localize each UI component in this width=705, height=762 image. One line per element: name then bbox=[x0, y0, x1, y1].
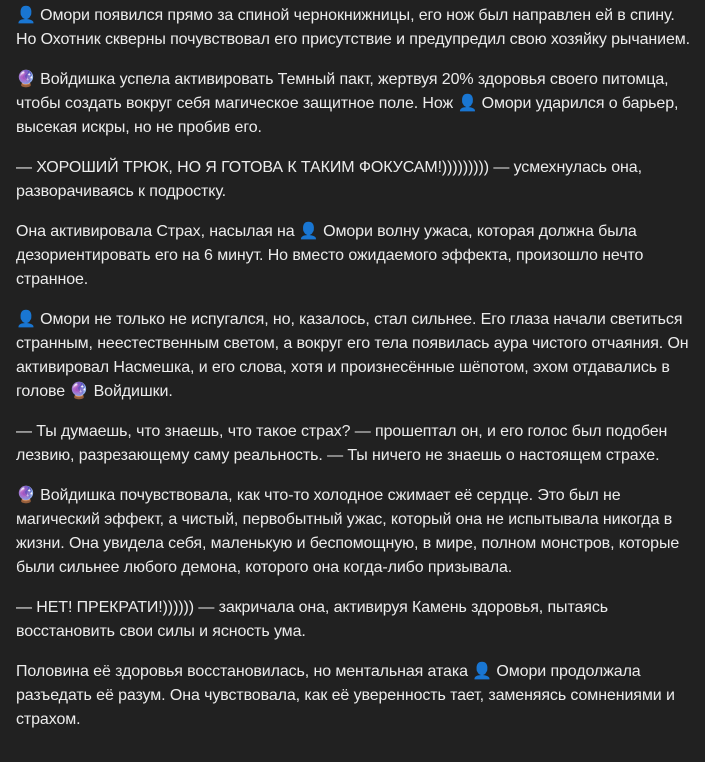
paragraph: 👤 Омори не только не испугался, но, казалось, стал сильнее. Его глаза начали светиться странным, неестественным светом, а вокруг его тела появилась аура чистого отчаяния. Он активировал Насмешка, и его слова, хотя и произнесённые шёпотом, эхом отдавались в голове 🔮 Войдишки. bbox=[16, 311, 689, 400]
paragraph: Она активировала Страх, насылая на 👤 Омори волну ужаса, которая должна была дезориентировать его на 6 минут. Но вместо ожидаемого эффекта, произошло нечто странное. bbox=[16, 223, 644, 288]
paragraph: — ХОРОШИЙ ТРЮК, НО Я ГОТОВА К ТАКИМ ФОКУСАМ!))))))))) — усмехнулась она, разворачиваясь к подростку. bbox=[16, 159, 642, 200]
paragraph: 🔮 Войдишка успела активировать Темный пакт, жертвуя 20% здоровья своего питомца, чтобы создать вокруг себя магическое защитное поле. Нож 👤 Омори ударился о барьер, высекая искры, но не пробив его. bbox=[16, 71, 679, 136]
paragraph: — НЕТ! ПРЕКРАТИ!)))))) — закричала она, активируя Камень здоровья, пытаясь восстановить свои силы и ясность ума. bbox=[16, 599, 608, 640]
paragraph: Половина её здоровья восстановилась, но ментальная атака 👤 Омори продолжала разъедать её разум. Она чувствовала, как её уверенность тает, заменяясь сомнениями и страхом. bbox=[16, 663, 675, 728]
paragraph: 🔮 Войдишка почувствовала, как что-то холодное сжимает её сердце. Это был не магический эффект, а чистый, первобытный ужас, который она не испытывала никогда в жизни. Она увидела себя, маленькую и беспомощную, в мире, полном монстров, которые были сильнее любого демона, которого она когда-либо призывала. bbox=[16, 487, 680, 576]
paragraph: 👤 Омори появился прямо за спиной чернокнижницы, его нож был направлен ей в спину. Но Охотник скверны почувствовал его присутствие и предупредил свою хозяйку рычанием. bbox=[16, 7, 690, 48]
paragraph: — Ты думаешь, что знаешь, что такое страх? — прошептал он, и его голос был подобен лезвию, разрезающему саму реальность. — Ты ничего не знаешь о настоящем страхе. bbox=[16, 423, 668, 464]
